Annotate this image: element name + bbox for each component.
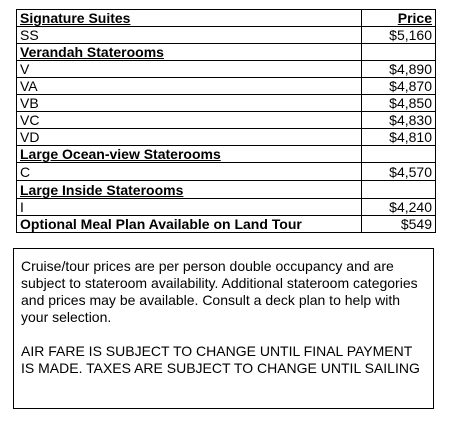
terms-notes-box <box>13 248 434 409</box>
stateroom-code: VA <box>17 78 362 95</box>
price-column-header: Price <box>362 10 436 27</box>
airfare-disclaimer: AIR FARE IS SUBJECT TO CHANGE UNTIL FINAL PAYMENT IS MADE. TAXES ARE SUBJECT TO CHANGE UNTIL SAILING <box>21 343 420 376</box>
stateroom-price: $4,240 <box>362 199 436 216</box>
stateroom-price: $4,850 <box>362 95 436 112</box>
table-row <box>17 78 436 95</box>
stateroom-code: SS <box>17 27 362 44</box>
stateroom-code: VB <box>17 95 362 112</box>
stateroom-price: $4,890 <box>362 61 436 78</box>
ocean-view-staterooms-heading: Large Ocean-view Staterooms <box>17 146 362 163</box>
section-heading-price <box>362 44 436 61</box>
meal-plan-price: $549 <box>362 216 436 233</box>
stateroom-price: $4,570 <box>362 163 436 181</box>
section-heading-row <box>17 181 436 199</box>
table-row <box>17 129 436 146</box>
section-heading-row <box>17 44 436 61</box>
stateroom-price: $4,830 <box>362 112 436 129</box>
section-heading-price <box>362 146 436 163</box>
stateroom-code: VD <box>17 129 362 146</box>
table-row <box>17 61 436 78</box>
table-row <box>17 163 436 181</box>
stateroom-code: C <box>17 163 362 181</box>
pricing-note: Cruise/tour prices are per person double occupancy and are subject to stateroom availability. Additional stateroom categories and prices may be available. Consult a deck plan to help with your selection. <box>21 258 418 325</box>
stateroom-code: V <box>17 61 362 78</box>
table-row <box>17 27 436 44</box>
signature-suites-heading: Signature Suites <box>17 10 362 27</box>
stateroom-price: $5,160 <box>362 27 436 44</box>
table-row <box>17 199 436 216</box>
stateroom-price: $4,870 <box>362 78 436 95</box>
inside-staterooms-heading: Large Inside Staterooms <box>17 181 362 199</box>
stateroom-code: I <box>17 199 362 216</box>
section-heading-price <box>362 181 436 199</box>
table-row <box>17 95 436 112</box>
table-row <box>17 112 436 129</box>
stateroom-price: $4,810 <box>362 129 436 146</box>
section-heading-row <box>17 146 436 163</box>
meal-plan-label: Optional Meal Plan Available on Land Tour <box>17 216 362 233</box>
meal-plan-row <box>17 216 436 233</box>
table-header-row <box>17 10 436 27</box>
stateroom-price-table <box>16 9 436 233</box>
stateroom-code: VC <box>17 112 362 129</box>
verandah-staterooms-heading: Verandah Staterooms <box>17 44 362 61</box>
